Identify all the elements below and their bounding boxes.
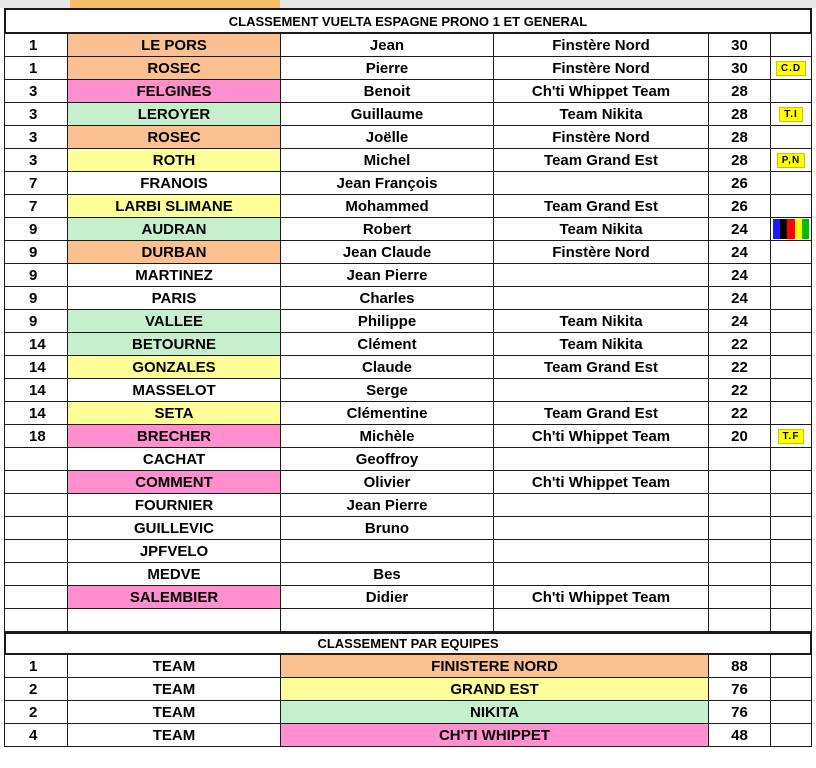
lastname-cell[interactable]: FRANOIS <box>68 172 281 194</box>
team-label-cell[interactable]: TEAM <box>68 701 281 723</box>
points-cell[interactable] <box>709 471 771 493</box>
team-cell[interactable] <box>494 379 709 401</box>
rank-cell[interactable] <box>4 563 68 585</box>
lastname-cell[interactable]: AUDRAN <box>68 218 281 240</box>
team-rank-cell[interactable]: 2 <box>4 678 68 700</box>
rank-cell[interactable]: 14 <box>4 402 68 424</box>
blank-row[interactable] <box>4 609 812 632</box>
rank-cell[interactable]: 3 <box>4 126 68 148</box>
jersey-badge: C.D <box>776 61 806 76</box>
firstname-cell[interactable]: Jean François <box>281 172 494 194</box>
points-cell[interactable]: 22 <box>709 402 771 424</box>
points-cell[interactable]: 24 <box>709 218 771 240</box>
table-row <box>4 310 812 333</box>
rank-cell[interactable]: 14 <box>4 333 68 355</box>
points-cell[interactable] <box>709 494 771 516</box>
rank-cell[interactable]: 9 <box>4 287 68 309</box>
rank-cell[interactable] <box>4 448 68 470</box>
lastname-cell[interactable]: MASSELOT <box>68 379 281 401</box>
rank-cell[interactable] <box>4 540 68 562</box>
badge-cell[interactable] <box>771 34 812 56</box>
badge-cell[interactable] <box>771 540 812 562</box>
table-row <box>4 34 812 57</box>
rank-cell[interactable]: 7 <box>4 195 68 217</box>
team-cell[interactable] <box>494 563 709 585</box>
table-row <box>4 172 812 195</box>
team-cell[interactable]: Ch'ti Whippet Team <box>494 586 709 608</box>
team-row <box>4 678 812 701</box>
table-row <box>4 379 812 402</box>
points-cell[interactable]: 22 <box>709 379 771 401</box>
team-cell[interactable]: Team Nikita <box>494 310 709 332</box>
badge-cell[interactable] <box>771 494 812 516</box>
lastname-cell[interactable]: VALLEE <box>68 310 281 332</box>
badge-cell[interactable] <box>771 172 812 194</box>
team-points-cell[interactable]: 76 <box>709 678 771 700</box>
team-name-cell[interactable]: NIKITA <box>281 701 709 723</box>
team-extra-cell[interactable] <box>771 655 812 677</box>
firstname-cell[interactable]: Jean <box>281 34 494 56</box>
badge-cell[interactable] <box>771 149 812 171</box>
badge-cell[interactable] <box>771 425 812 447</box>
jersey-badge: T.F <box>778 429 805 444</box>
badge-cell[interactable] <box>771 218 812 240</box>
team-cell[interactable] <box>494 540 709 562</box>
points-cell[interactable]: 22 <box>709 333 771 355</box>
rank-cell[interactable]: 9 <box>4 310 68 332</box>
team-cell[interactable] <box>494 287 709 309</box>
badge-cell[interactable] <box>771 471 812 493</box>
team-ranking-title: CLASSEMENT PAR EQUIPES <box>4 634 812 653</box>
table-row <box>4 540 812 563</box>
firstname-cell[interactable]: Michèle <box>281 425 494 447</box>
rank-cell[interactable] <box>4 586 68 608</box>
rank-cell[interactable]: 14 <box>4 379 68 401</box>
ranking-title: CLASSEMENT VUELTA ESPAGNE PRONO 1 ET GENERAL <box>4 10 812 32</box>
lastname-cell[interactable]: DURBAN <box>68 241 281 263</box>
rank-cell[interactable]: 9 <box>4 241 68 263</box>
team-cell[interactable]: Team Nikita <box>494 333 709 355</box>
team-cell[interactable]: Finstère Nord <box>494 34 709 56</box>
points-cell[interactable]: 30 <box>709 34 771 56</box>
badge-cell[interactable] <box>771 310 812 332</box>
firstname-cell[interactable]: Guillaume <box>281 103 494 125</box>
firstname-cell[interactable] <box>281 540 494 562</box>
team-extra-cell[interactable] <box>771 678 812 700</box>
team-extra-cell[interactable] <box>771 724 812 746</box>
badge-cell[interactable] <box>771 126 812 148</box>
rank-cell[interactable]: 18 <box>4 425 68 447</box>
lastname-cell[interactable]: BETOURNE <box>68 333 281 355</box>
firstname-cell[interactable]: Mohammed <box>281 195 494 217</box>
lastname-cell[interactable]: ROSEC <box>68 126 281 148</box>
team-points-cell[interactable]: 48 <box>709 724 771 746</box>
table-row <box>4 57 812 80</box>
badge-cell[interactable] <box>771 333 812 355</box>
firstname-cell[interactable]: Michel <box>281 149 494 171</box>
team-cell[interactable]: Ch'ti Whippet Team <box>494 80 709 102</box>
team-label-cell[interactable]: TEAM <box>68 678 281 700</box>
lastname-cell[interactable]: MEDVE <box>68 563 281 585</box>
badge-cell[interactable] <box>771 402 812 424</box>
badge-cell[interactable] <box>771 57 812 79</box>
badge-cell[interactable] <box>771 379 812 401</box>
points-cell[interactable]: 28 <box>709 126 771 148</box>
table-row <box>4 356 812 379</box>
team-cell[interactable]: Team Nikita <box>494 218 709 240</box>
firstname-cell[interactable]: Charles <box>281 287 494 309</box>
lastname-cell[interactable]: GONZALES <box>68 356 281 378</box>
points-cell[interactable]: 24 <box>709 310 771 332</box>
team-cell[interactable] <box>494 494 709 516</box>
table-row <box>4 149 812 172</box>
badge-cell[interactable] <box>771 356 812 378</box>
colored-flag-icon <box>773 219 809 239</box>
firstname-cell[interactable]: Jean Claude <box>281 241 494 263</box>
points-cell[interactable]: 22 <box>709 356 771 378</box>
firstname-cell[interactable]: Clément <box>281 333 494 355</box>
firstname-cell[interactable]: Serge <box>281 379 494 401</box>
team-rank-cell[interactable]: 4 <box>4 724 68 746</box>
team-row <box>4 655 812 678</box>
lastname-cell[interactable]: MARTINEZ <box>68 264 281 286</box>
points-cell[interactable] <box>709 540 771 562</box>
firstname-cell[interactable]: Joëlle <box>281 126 494 148</box>
points-cell[interactable] <box>709 517 771 539</box>
lastname-cell[interactable]: SETA <box>68 402 281 424</box>
firstname-cell[interactable]: Olivier <box>281 471 494 493</box>
badge-cell[interactable] <box>771 103 812 125</box>
table-row <box>4 195 812 218</box>
badge-cell[interactable] <box>771 264 812 286</box>
lastname-cell[interactable]: ROSEC <box>68 57 281 79</box>
team-rank-cell[interactable]: 1 <box>4 655 68 677</box>
points-cell[interactable]: 26 <box>709 195 771 217</box>
team-cell[interactable]: Finstère Nord <box>494 57 709 79</box>
table-row <box>4 586 812 609</box>
team-cell[interactable] <box>494 517 709 539</box>
column-header-strip <box>0 0 816 8</box>
table-row <box>4 402 812 425</box>
team-extra-cell[interactable] <box>771 701 812 723</box>
points-cell[interactable]: 24 <box>709 287 771 309</box>
badge-cell[interactable] <box>771 517 812 539</box>
lastname-cell[interactable]: FOURNIER <box>68 494 281 516</box>
team-cell[interactable]: Team Nikita <box>494 103 709 125</box>
rank-cell[interactable]: 1 <box>4 34 68 56</box>
firstname-cell[interactable]: Pierre <box>281 57 494 79</box>
jersey-badge: P,N <box>777 153 805 168</box>
team-rows <box>4 655 812 747</box>
firstname-cell[interactable]: Didier <box>281 586 494 608</box>
firstname-cell[interactable]: Robert <box>281 218 494 240</box>
team-cell[interactable]: Finstère Nord <box>494 126 709 148</box>
team-ranking-title-row <box>4 632 812 655</box>
badge-cell[interactable] <box>771 448 812 470</box>
rank-cell[interactable] <box>4 517 68 539</box>
team-cell[interactable] <box>494 448 709 470</box>
rank-cell[interactable]: 7 <box>4 172 68 194</box>
points-cell[interactable]: 28 <box>709 80 771 102</box>
spreadsheet-grid[interactable] <box>4 8 812 747</box>
table-row <box>4 494 812 517</box>
lastname-cell[interactable]: GUILLEVIC <box>68 517 281 539</box>
badge-cell[interactable] <box>771 195 812 217</box>
table-row <box>4 103 812 126</box>
table-row <box>4 218 812 241</box>
badge-cell[interactable] <box>771 563 812 585</box>
table-row <box>4 471 812 494</box>
lastname-cell[interactable]: JPFVELO <box>68 540 281 562</box>
table-row <box>4 80 812 103</box>
firstname-cell[interactable]: Jean Pierre <box>281 264 494 286</box>
lastname-cell[interactable]: PARIS <box>68 287 281 309</box>
team-cell[interactable]: Ch'ti Whippet Team <box>494 471 709 493</box>
team-cell[interactable]: Team Grand Est <box>494 195 709 217</box>
firstname-cell[interactable]: Claude <box>281 356 494 378</box>
team-name-cell[interactable]: GRAND EST <box>281 678 709 700</box>
firstname-cell[interactable]: Benoit <box>281 80 494 102</box>
rank-cell[interactable]: 9 <box>4 218 68 240</box>
points-cell[interactable]: 30 <box>709 57 771 79</box>
firstname-cell[interactable]: Philippe <box>281 310 494 332</box>
table-row <box>4 264 812 287</box>
rank-cell[interactable]: 14 <box>4 356 68 378</box>
table-row <box>4 287 812 310</box>
lastname-cell[interactable]: FELGINES <box>68 80 281 102</box>
team-cell[interactable]: Ch'ti Whippet Team <box>494 425 709 447</box>
lastname-cell[interactable]: CACHAT <box>68 448 281 470</box>
team-row <box>4 724 812 747</box>
team-cell[interactable] <box>494 264 709 286</box>
ranking-title-row <box>4 8 812 34</box>
points-cell[interactable]: 28 <box>709 103 771 125</box>
team-points-cell[interactable]: 76 <box>709 701 771 723</box>
badge-cell[interactable] <box>771 586 812 608</box>
team-points-cell[interactable]: 88 <box>709 655 771 677</box>
team-name-cell[interactable]: CH'TI WHIPPET <box>281 724 709 746</box>
rank-cell[interactable]: 9 <box>4 264 68 286</box>
firstname-cell[interactable]: Bruno <box>281 517 494 539</box>
badge-cell[interactable] <box>771 287 812 309</box>
table-row <box>4 126 812 149</box>
rank-cell[interactable]: 1 <box>4 57 68 79</box>
jersey-badge: T.I <box>779 107 803 122</box>
selected-column-header <box>70 0 280 8</box>
table-row <box>4 333 812 356</box>
badge-cell[interactable] <box>771 80 812 102</box>
team-row <box>4 701 812 724</box>
table-row <box>4 448 812 471</box>
points-cell[interactable]: 26 <box>709 172 771 194</box>
lastname-cell[interactable]: BRECHER <box>68 425 281 447</box>
firstname-cell[interactable]: Jean Pierre <box>281 494 494 516</box>
points-cell[interactable]: 24 <box>709 241 771 263</box>
firstname-cell[interactable]: Clémentine <box>281 402 494 424</box>
lastname-cell[interactable]: ROTH <box>68 149 281 171</box>
firstname-cell[interactable]: Geoffroy <box>281 448 494 470</box>
badge-cell[interactable] <box>771 241 812 263</box>
points-cell[interactable] <box>709 563 771 585</box>
points-cell[interactable]: 24 <box>709 264 771 286</box>
team-cell[interactable]: Team Grand Est <box>494 149 709 171</box>
rank-cell[interactable] <box>4 471 68 493</box>
points-cell[interactable] <box>709 448 771 470</box>
team-cell[interactable]: Team Grand Est <box>494 402 709 424</box>
points-cell[interactable]: 20 <box>709 425 771 447</box>
points-cell[interactable] <box>709 586 771 608</box>
lastname-cell[interactable]: LARBI SLIMANE <box>68 195 281 217</box>
firstname-cell[interactable]: Bes <box>281 563 494 585</box>
points-cell[interactable]: 28 <box>709 149 771 171</box>
team-cell[interactable]: Team Grand Est <box>494 356 709 378</box>
lastname-cell[interactable]: LE PORS <box>68 34 281 56</box>
team-cell[interactable] <box>494 172 709 194</box>
table-row <box>4 517 812 540</box>
table-row <box>4 425 812 448</box>
lastname-cell[interactable]: SALEMBIER <box>68 586 281 608</box>
team-label-cell[interactable]: TEAM <box>68 655 281 677</box>
team-label-cell[interactable]: TEAM <box>68 724 281 746</box>
table-row <box>4 241 812 264</box>
rank-cell[interactable]: 3 <box>4 149 68 171</box>
rank-cell[interactable] <box>4 494 68 516</box>
table-row <box>4 563 812 586</box>
team-name-cell[interactable]: FINISTERE NORD <box>281 655 709 677</box>
ranking-rows <box>4 34 812 609</box>
team-rank-cell[interactable]: 2 <box>4 701 68 723</box>
rank-cell[interactable]: 3 <box>4 80 68 102</box>
lastname-cell[interactable]: LEROYER <box>68 103 281 125</box>
lastname-cell[interactable]: COMMENT <box>68 471 281 493</box>
rank-cell[interactable]: 3 <box>4 103 68 125</box>
team-cell[interactable]: Finstère Nord <box>494 241 709 263</box>
